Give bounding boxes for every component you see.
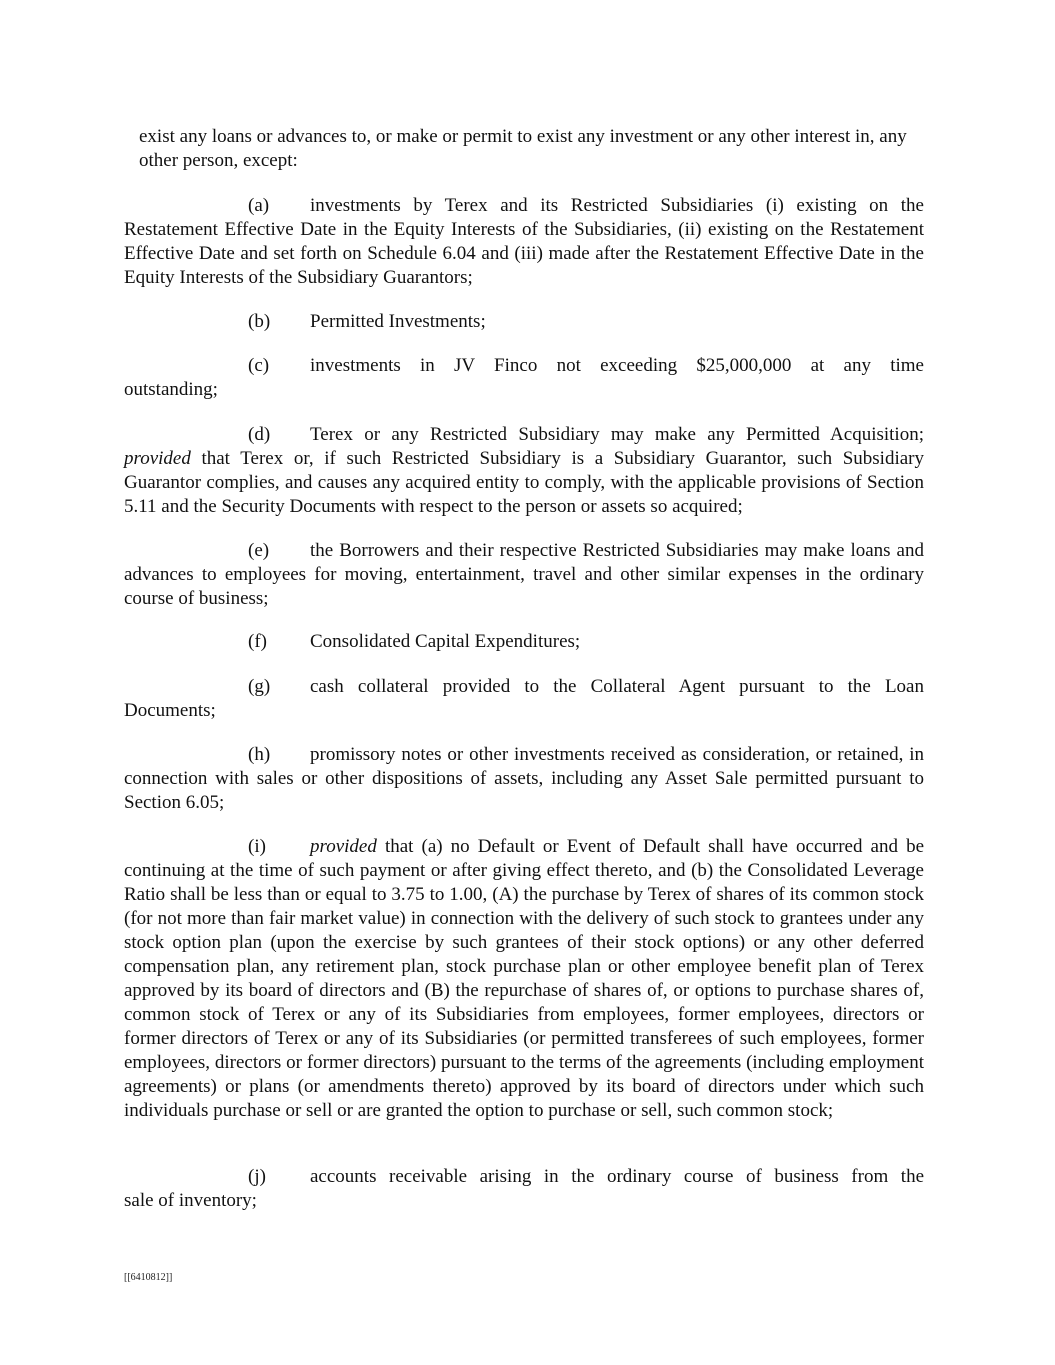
clause-italic: provided bbox=[124, 448, 191, 469]
clause-label: (i) bbox=[248, 836, 266, 857]
intro-paragraph: exist any loans or advances to, or make or permit to exist any investment or any other interest in, any other person, except: bbox=[139, 126, 907, 171]
clause-a bbox=[124, 194, 924, 290]
clause-label: (e) bbox=[248, 540, 270, 561]
clause-text: investments by Terex and its Restricted Subsidiaries (i) existing on the Restatement Effective Date in the Equity Interests of the Subsidiaries, (ii) existing on the Restatement Effective Date and set forth on Schedule 6.04 and (iii) made after the Restatement Effective Date in the Equity Interests of the Subsidiary Guarantors; bbox=[124, 195, 924, 288]
clause-line bbox=[124, 354, 924, 378]
clause-g bbox=[124, 675, 924, 723]
clause-b bbox=[124, 310, 924, 334]
clause-line: sale of inventory; bbox=[124, 1190, 257, 1211]
clause-line: outstanding; bbox=[124, 379, 218, 400]
clause-e bbox=[124, 539, 924, 611]
clause-c bbox=[124, 354, 924, 402]
clause-text: that (a) no Default or Event of Default shall have occurred and be continuing at the time of such payment or after giving effect thereto, and (b) the Consolidated Leverage Ratio shall be less than or equal to 3.75 to 1.00, (A) the purchase by Terex of shares of its common stock (for not more than fair market value) in connection with the delivery of such stock to grantees under any stock option plan (upon the exercise by such grantees of their stock options) or any other deferred compensation plan, any retirement plan, stock purchase plan or other employee benefit plan of Terex approved by its board of directors and (B) the repurchase of shares of, or options to purchase shares of, common stock of Terex or any of its Subsidiaries from employees, former employees, directors or former directors of Terex or any of its Subsidiaries (or permitted transferees of such employees, former employees, directors or former directors) pursuant to the terms of the agreements (including employment agreements) or plans (or amendments thereto) approved by its board of directors under which such individuals purchase or sell or are granted the option to purchase or sell, such common stock; bbox=[124, 836, 924, 1121]
clause-label: (j) bbox=[248, 1166, 266, 1187]
clause-text: accounts receivable arising in the ordinary course of business from the bbox=[310, 1166, 924, 1187]
clause-j bbox=[124, 1165, 924, 1213]
clause-text: Consolidated Capital Expenditures; bbox=[310, 631, 581, 652]
clause-label: (a) bbox=[248, 195, 270, 216]
clause-f bbox=[124, 630, 924, 654]
clause-text: that Terex or, if such Restricted Subsidiary is a Subsidiary Guarantor, such Subsidiary Guarantor complies, and causes any acquired entity to comply, with the applicable provisions of Section 5.11 and the Security Documents with respect to the person or assets so acquired; bbox=[124, 448, 925, 517]
clause-label: (h) bbox=[248, 744, 271, 765]
clause-text: Permitted Investments; bbox=[310, 311, 486, 332]
clause-label: (b) bbox=[248, 311, 271, 332]
clause-label: (d) bbox=[248, 424, 271, 445]
clause-line bbox=[124, 675, 924, 699]
clause-label: (c) bbox=[248, 355, 270, 376]
clause-h bbox=[124, 743, 924, 815]
document-id-footer: [[6410812]] bbox=[124, 1272, 173, 1283]
clause-text: promissory notes or other investments received as consideration, or retained, in connection with sales or other dispositions of assets, including any Asset Sale permitted pursuant to Section 6.05; bbox=[124, 744, 924, 813]
clause-label: (f) bbox=[248, 631, 267, 652]
clause-text: cash collateral provided to the Collateral Agent pursuant to the Loan bbox=[310, 676, 924, 697]
clause-d bbox=[124, 423, 924, 519]
clause-italic: provided bbox=[310, 836, 377, 857]
clause-i bbox=[124, 835, 924, 1123]
clause-line bbox=[124, 1165, 924, 1189]
clause-text: investments in JV Finco not exceeding $25,000,000 at any time bbox=[310, 355, 924, 376]
clause-text: Terex or any Restricted Subsidiary may make any Permitted Acquisition; bbox=[310, 424, 924, 445]
clause-text: the Borrowers and their respective Restricted Subsidiaries may make loans and advances to employees for moving, entertainment, travel and other similar expenses in the ordinary course of business; bbox=[124, 540, 924, 609]
clause-label: (g) bbox=[248, 676, 271, 697]
clause-line: Documents; bbox=[124, 700, 216, 721]
